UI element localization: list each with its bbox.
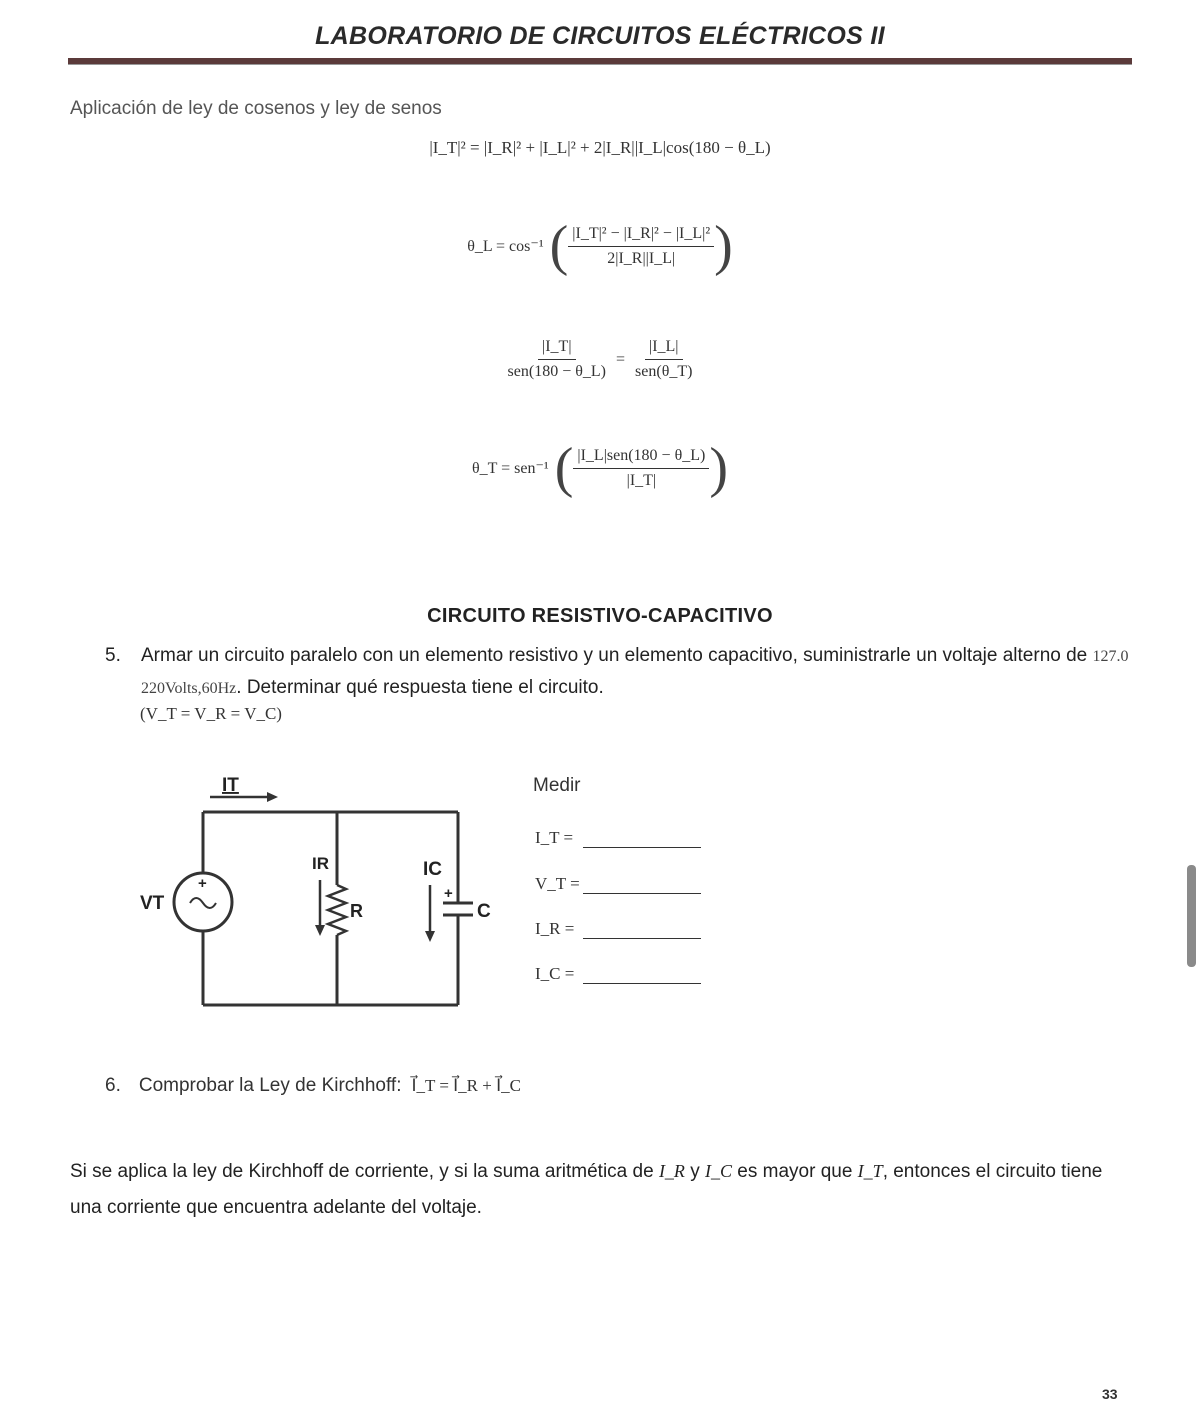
measure-row-ir	[535, 919, 701, 939]
it-label: IT	[222, 775, 239, 796]
theta-t-fraction	[573, 447, 709, 490]
resistor-label: R	[350, 901, 363, 921]
page-header-title: LABORATORIO DE CIRCUITOS ELÉCTRICOS II	[315, 22, 885, 50]
capacitor-plus-sign: +	[444, 885, 453, 902]
right-paren: )	[709, 437, 728, 499]
sines-left-fraction	[504, 338, 610, 381]
vt-label: VT	[140, 893, 165, 914]
sines-left-numerator: |I_T|	[538, 338, 576, 360]
resistor-symbol	[328, 885, 346, 935]
left-paren: (	[554, 437, 574, 499]
sines-right-numerator: |I_L|	[645, 338, 683, 360]
it-arrow-head-icon	[267, 792, 278, 802]
theta-l-denominator: 2|I_R||I_L|	[607, 249, 676, 267]
measure-row-it	[535, 828, 701, 848]
scrollbar-thumb[interactable]	[1187, 865, 1196, 967]
ir-arrow-head-icon	[315, 925, 325, 936]
ac-wave-icon	[190, 898, 216, 908]
para-math-it: I_T	[857, 1161, 883, 1181]
item-5-number: 5.	[105, 645, 121, 666]
para-text-1: Si se aplica la ley de Kirchhoff de corriente, y si la suma aritmética de	[70, 1161, 659, 1182]
measure-blank	[583, 833, 701, 848]
page-number: 33	[1102, 1386, 1118, 1402]
item-5-text-before: Armar un circuito paralelo con un elemento resistivo y un elemento capacitivo, suministrarle un voltaje alterno de	[141, 645, 1093, 666]
para-math-ir: I_R	[658, 1161, 685, 1181]
para-text-4: , entonces el circuito tiene una corriente que encuentra adelante del voltaje.	[70, 1161, 1103, 1218]
theta-t-denominator: |I_T|	[626, 471, 657, 489]
measure-label: V_T =	[535, 874, 580, 893]
measure-label: I_T =	[535, 828, 574, 847]
theta-t-numerator: |I_L|sen(180 − θ_L)	[573, 447, 709, 469]
measure-blank	[583, 969, 701, 984]
kirchhoff-equation: I⃗_T = I⃗_R + I⃗_C	[411, 1076, 521, 1095]
kirchhoff-paragraph	[70, 1153, 1130, 1226]
item-6	[105, 1075, 521, 1097]
theta-l-fraction	[568, 225, 714, 268]
sines-right-denominator: sen(θ_T)	[635, 363, 693, 380]
voltage-relation: (V_T = V_R = V_C)	[140, 704, 282, 723]
para-text-3: es mayor que	[732, 1161, 858, 1182]
ic-label: IC	[423, 859, 442, 880]
theta-l-lhs: θ_L = cos⁻¹	[467, 238, 544, 255]
rc-parallel-circuit-diagram	[140, 765, 500, 1015]
sines-left-denominator: sen(180 − θ_L)	[507, 363, 606, 380]
item-5	[105, 640, 1135, 704]
voltage-spec: 127.0 220Volts,60Hz	[141, 648, 1129, 697]
intro-text: Aplicación de ley de cosenos y ley de senos	[70, 98, 442, 119]
ic-arrow-head-icon	[425, 931, 435, 942]
measure-blank	[583, 924, 701, 939]
measure-row-ic	[535, 964, 701, 984]
theta-t-formula	[0, 437, 1200, 499]
para-math-ic: I_C	[705, 1161, 732, 1181]
item-6-number: 6.	[105, 1075, 121, 1096]
header-divider	[68, 58, 1132, 65]
equals-sign: =	[616, 350, 626, 368]
measure-blank	[583, 879, 701, 894]
plus-sign: +	[198, 875, 207, 892]
section-title: CIRCUITO RESISTIVO-CAPACITIVO	[427, 605, 773, 627]
sines-right-fraction	[631, 338, 696, 381]
theta-l-numerator: |I_T|² − |I_R|² − |I_L|²	[568, 225, 714, 247]
right-paren: )	[714, 215, 733, 277]
measure-label: I_R =	[535, 919, 575, 938]
item-6-text: Comprobar la Ley de Kirchhoff:	[138, 1075, 402, 1096]
measure-title: Medir	[533, 775, 581, 796]
measure-row-vt	[535, 874, 701, 894]
theta-t-lhs: θ_T = sen⁻¹	[471, 460, 549, 477]
measure-label: I_C =	[535, 964, 575, 983]
para-text-2: y	[684, 1161, 705, 1182]
law-of-cosines-formula: |I_T|² = |I_R|² + |I_L|² + 2|I_R||I_L|cos(180 − θ_L)	[429, 138, 771, 157]
law-of-sines-formula	[0, 338, 1200, 381]
capacitor-label: C	[477, 901, 491, 922]
item-5-body	[141, 640, 1135, 704]
theta-l-formula	[0, 215, 1200, 277]
ir-label: IR	[312, 854, 329, 873]
left-paren: (	[549, 215, 569, 277]
item-5-text-after: . Determinar qué respuesta tiene el circuito.	[236, 677, 604, 698]
